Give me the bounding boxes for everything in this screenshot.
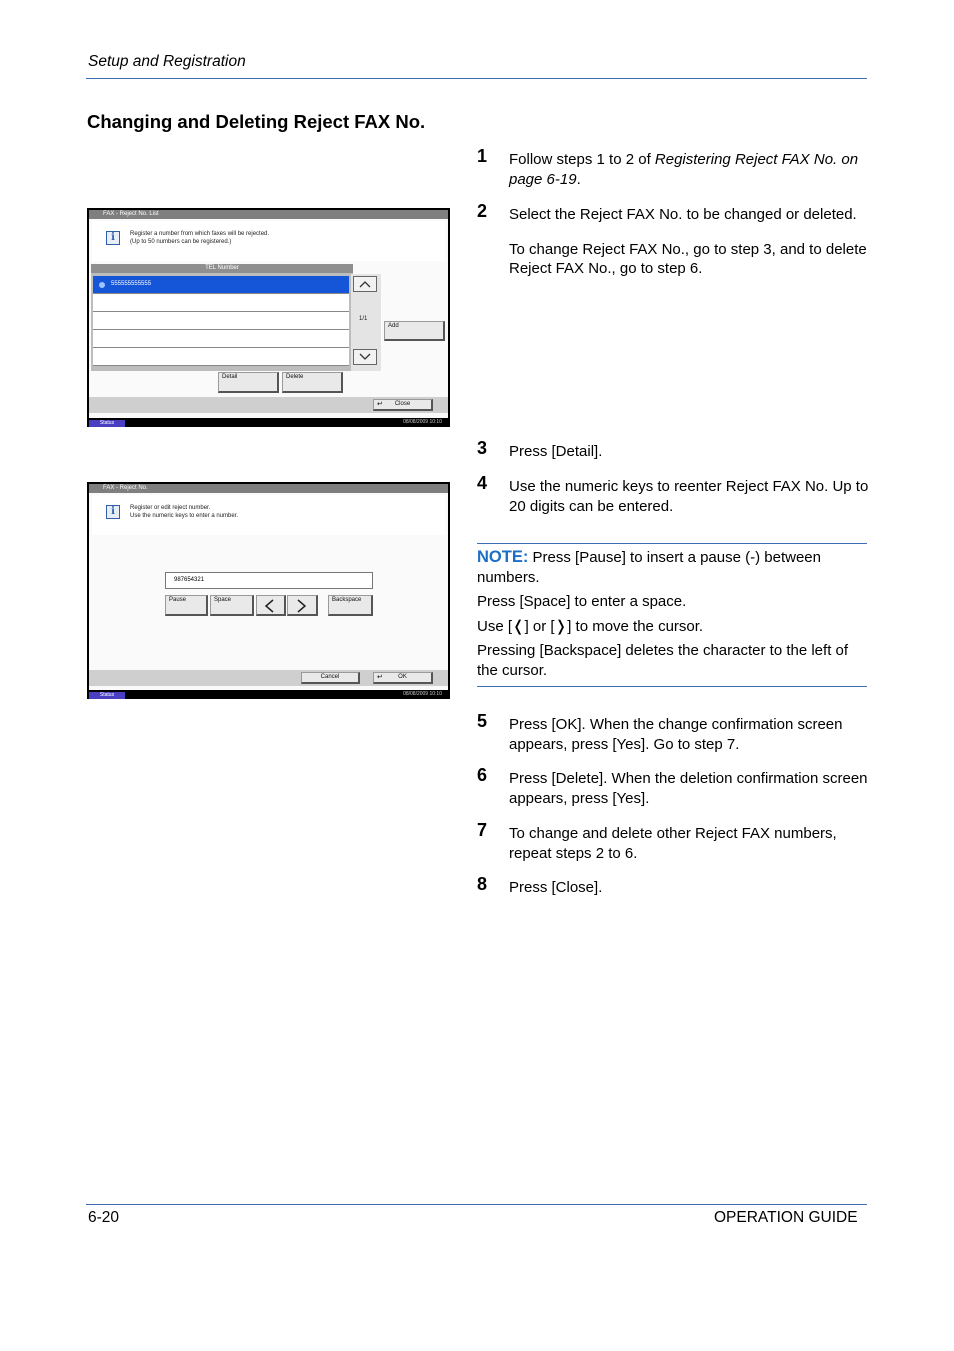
step-text: Press [Close]. [509, 879, 603, 896]
note-line: Pressing [Backspace] deletes the character to the left of the cursor. [477, 642, 849, 679]
enter-icon: ↵ [377, 401, 383, 408]
screen-bottom-bar [89, 670, 448, 686]
date-time: 08/08/2009 10:10 [403, 419, 442, 425]
info-icon: i [106, 231, 120, 245]
list-item[interactable] [93, 330, 349, 348]
chevron-right-icon: ❭ [554, 617, 568, 635]
step-number: 3 [477, 438, 488, 458]
footer-rule [86, 1204, 867, 1205]
step-7 [477, 820, 869, 863]
step-text: Use the numeric keys to reenter Reject FAX No. Up to 20 digits can be entered. [509, 478, 869, 515]
chevron-down-icon [359, 353, 371, 361]
step-text: Press [Detail]. [509, 443, 603, 460]
guide-title: OPERATION GUIDE [714, 1209, 858, 1226]
step-text: Press [OK]. When the change confirmation screen appears, press [Yes]. Go to step 7. [509, 716, 843, 753]
header-rule [86, 78, 867, 79]
list-item[interactable] [93, 348, 349, 366]
detail-button[interactable]: Detail [218, 372, 279, 393]
screen-bottom-bar [89, 397, 448, 413]
scroll-down-button[interactable] [353, 349, 377, 365]
running-header: Setup and Registration [88, 53, 246, 70]
chevron-left-icon [263, 599, 277, 613]
step-number: 7 [477, 820, 488, 840]
note-box [477, 543, 867, 687]
close-button[interactable]: ↵ Close [373, 399, 433, 411]
list-item[interactable] [93, 294, 349, 312]
step-2 [477, 201, 869, 279]
step-5 [477, 711, 869, 754]
cross-reference: Registering Reject FAX No. on page 6-19 [509, 151, 859, 188]
message-box [92, 495, 445, 535]
list-item[interactable]: 555555555555 [93, 276, 349, 294]
tel-number-list [91, 264, 353, 371]
pause-button[interactable]: Pause [165, 595, 208, 616]
screen-title: FAX - Reject No. [89, 484, 448, 493]
enter-icon: ↵ [377, 674, 383, 681]
status-bar [87, 418, 450, 427]
status-tab[interactable]: Status [89, 420, 125, 427]
chevron-up-icon [359, 280, 371, 288]
step-text: Press [Delete]. When the deletion confirmation screen appears, press [Yes]. [509, 770, 868, 807]
reject-number-input[interactable]: 987654321 [165, 572, 373, 589]
note-line: Use [❬] or [❭] to move the cursor. [477, 617, 704, 635]
step-number: 8 [477, 874, 488, 894]
step-6 [477, 765, 869, 808]
screenshot-reject-list [87, 208, 450, 427]
status-bar [87, 690, 450, 699]
step-text: To change and delete other Reject FAX numbers, repeat steps 2 to 6. [509, 825, 837, 862]
fax-number-icon [99, 282, 105, 288]
page-number: 6-20 [88, 1209, 120, 1226]
info-icon: i [106, 505, 120, 519]
step-number: 5 [477, 711, 488, 731]
backspace-button[interactable]: Backspace [328, 595, 373, 616]
status-tab[interactable]: Status [89, 692, 125, 699]
step-4 [477, 473, 869, 516]
cursor-left-button[interactable] [256, 595, 286, 616]
column-header: TEL Number [91, 264, 353, 273]
screen-message: Register a number from which faxes will be rejected. (Up to 50 numbers can be registered.) [130, 231, 270, 245]
step-text: Follow steps 1 to 2 of Registering Reject FAX No. on page 6-19. [509, 151, 859, 188]
list-item[interactable] [93, 312, 349, 330]
page-indicator: 1/1 [359, 316, 368, 322]
step-1 [477, 146, 869, 189]
note-line: Press [Pause] to insert a pause (-) between numbers. [477, 549, 821, 586]
note-label: NOTE: [477, 548, 529, 566]
delete-button[interactable]: Delete [282, 372, 343, 393]
step-number: 4 [477, 473, 488, 493]
chevron-left-icon: ❬ [512, 617, 525, 635]
screen-title: FAX - Reject No. List [89, 210, 448, 219]
step-number: 2 [477, 201, 488, 221]
step-3 [477, 438, 869, 462]
step-subtext: To change Reject FAX No., go to step 3, and to delete Reject FAX No., go to step 6. [509, 240, 867, 277]
chevron-right-icon [294, 599, 308, 613]
screenshot-reject-edit [87, 482, 450, 699]
note-line: Press [Space] to enter a space. [477, 593, 687, 610]
space-button[interactable]: Space [210, 595, 254, 616]
step-text: Select the Reject FAX No. to be changed or deleted. [509, 206, 857, 223]
date-time: 08/08/2009 10:10 [403, 691, 442, 697]
screen-message: Register or edit reject number. Use the numeric keys to enter a number. [130, 505, 239, 519]
step-number: 1 [477, 146, 488, 166]
message-box [92, 221, 445, 261]
cancel-button[interactable]: Cancel [301, 672, 360, 684]
step-number: 6 [477, 765, 488, 785]
section-title: Changing and Deleting Reject FAX No. [87, 111, 426, 132]
step-8 [477, 874, 869, 898]
cursor-right-button[interactable] [287, 595, 318, 616]
scroll-up-button[interactable] [353, 276, 377, 292]
add-button[interactable]: Add [384, 321, 445, 341]
ok-button[interactable]: ↵ OK [373, 672, 433, 684]
